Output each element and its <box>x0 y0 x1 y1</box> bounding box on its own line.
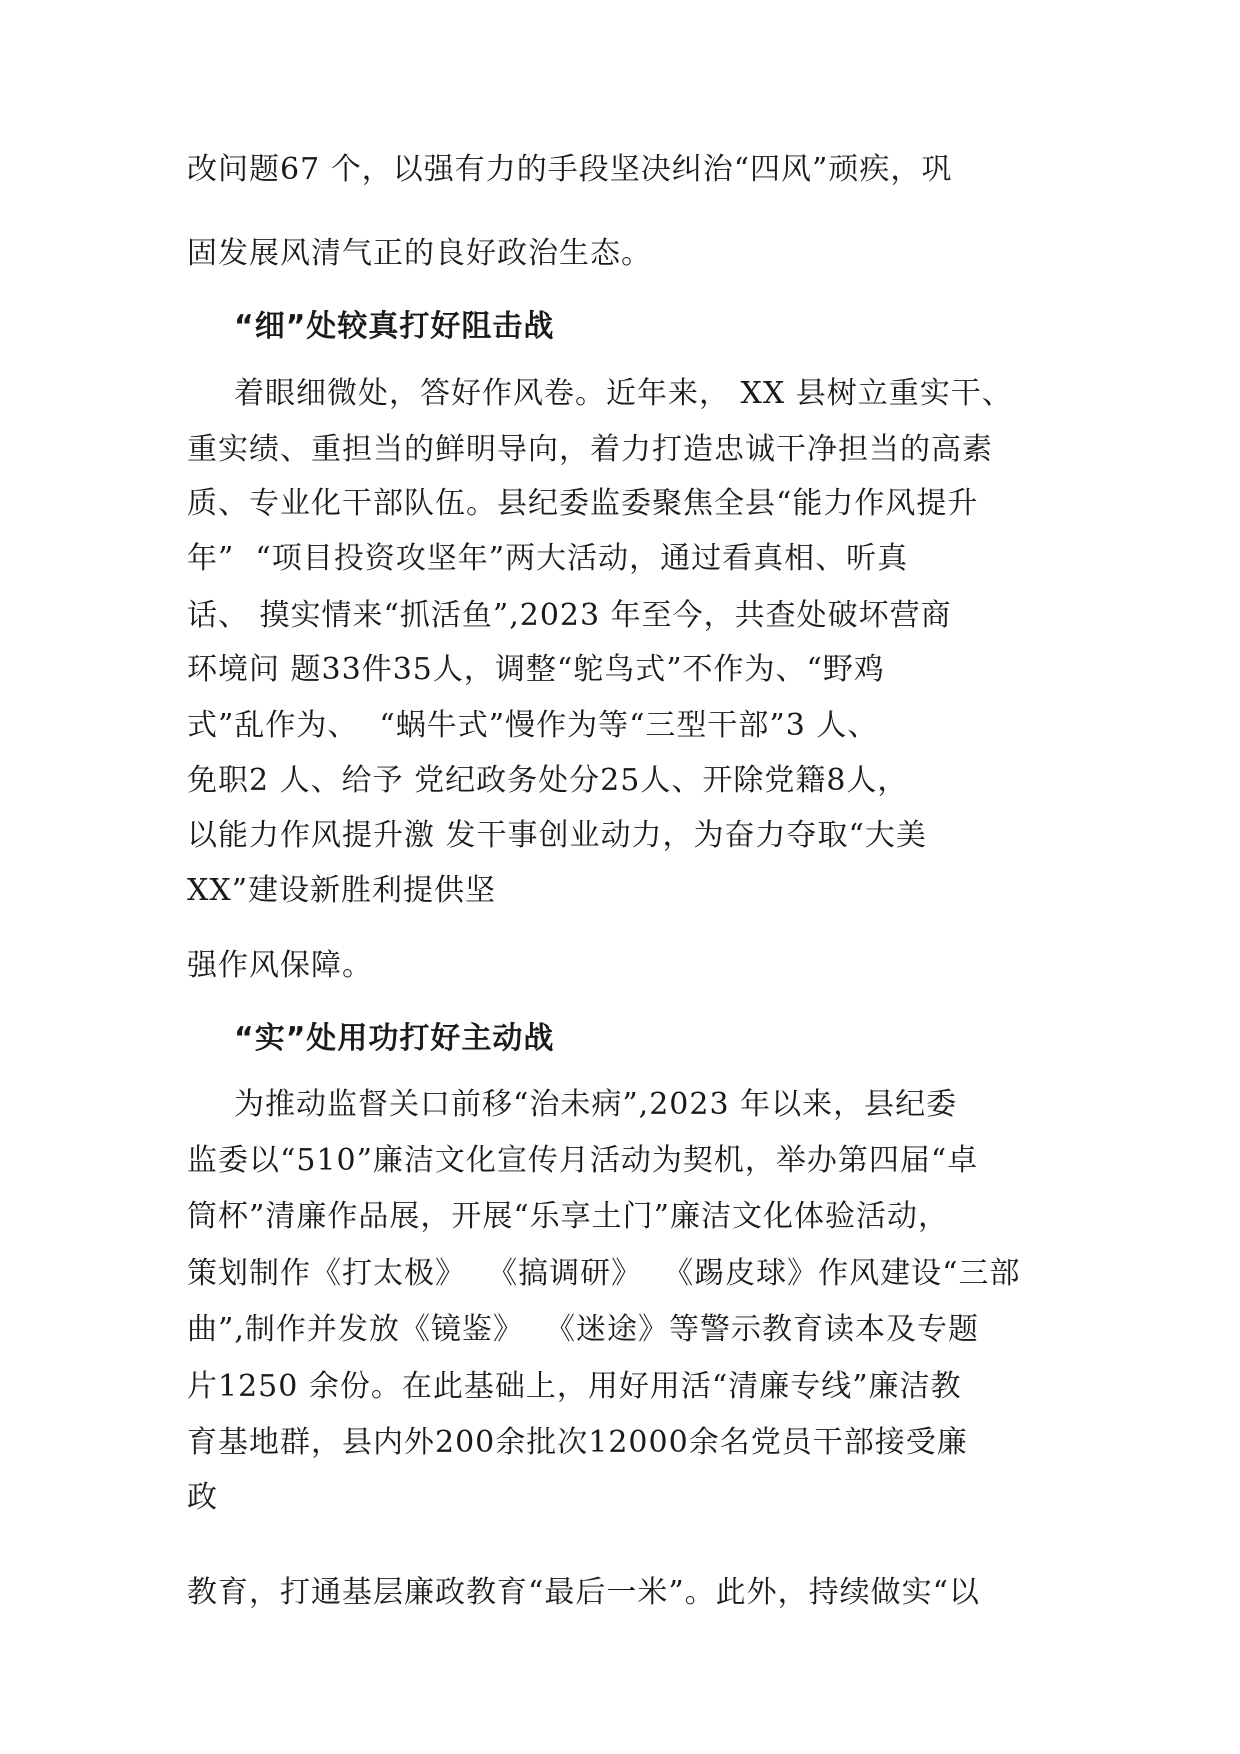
paragraph-line: 曲”,制作并发放《镜鉴》 《迷途》等警示教育读本及专题 <box>187 1312 979 1347</box>
intro-line-2: 固发展风清气正的良好政治生态。 <box>187 236 652 271</box>
paragraph-line: 片1250 余份。在此基础上，用好用活“清廉专线”廉洁教 <box>187 1369 962 1404</box>
paragraph-line: 式”乱作为、 “蜗牛式”慢作为等“三型干部”3 人、 <box>187 708 879 743</box>
paragraph-line: 以能力作风提升激 发干事创业动力，为奋力夺取“大美 <box>187 818 927 853</box>
paragraph-line: 着眼细微处，答好作风卷。近年来， XX 县树立重实干、 <box>234 376 1013 411</box>
paragraph-line: 政 <box>187 1480 218 1515</box>
paragraph-line: 强作风保障。 <box>187 948 373 983</box>
paragraph-line: 筒杯”清廉作品展，开展“乐享土门”廉洁文化体验活动， <box>187 1199 950 1234</box>
paragraph-line: 重实绩、重担当的鲜明导向，着力打造忠诚干净担当的高素 <box>187 432 993 467</box>
paragraph-line: 免职2 人、给予 党纪政务处分25人、开除党籍8人， <box>187 763 909 798</box>
paragraph-line: 质、专业化干部队伍。县纪委监委聚焦全县“能力作风提升 <box>187 486 979 521</box>
intro-line-1: 改问题67 个，以强有力的手段坚决纠治“四风”顽疾，巩 <box>187 152 953 187</box>
paragraph-line: 育基地群，县内外200余批次12000余名党员干部接受廉 <box>187 1425 968 1460</box>
paragraph-line: 教育，打通基层廉政教育“最后一米”。此外，持续做实“以 <box>187 1575 981 1610</box>
paragraph-line: 策划制作《打太极》 《搞调研》 《踢皮球》作风建设“三部 <box>187 1256 1021 1291</box>
paragraph-line: 年” “项目投资攻坚年”两大活动，通过看真相、听真 <box>187 541 909 576</box>
section-heading-practical: “实”处用功打好主动战 <box>234 1021 555 1056</box>
paragraph-line: 监委以“510”廉洁文化宣传月活动为契机，举办第四届“卓 <box>187 1143 979 1178</box>
paragraph-line: 为推动监督关口前移“治未病”,2023 年以来，县纪委 <box>234 1087 958 1122</box>
paragraph-line: 环境问 题33件35人，调整“鸵鸟式”不作为、“野鸡 <box>187 652 885 687</box>
paragraph-line: 话、 摸实情来“抓活鱼”,2023 年至今，共查处破坏营商 <box>187 598 952 633</box>
section-heading-detail: “细”处较真打好阻击战 <box>234 309 555 344</box>
paragraph-line: XX”建设新胜利提供坚 <box>187 873 497 908</box>
